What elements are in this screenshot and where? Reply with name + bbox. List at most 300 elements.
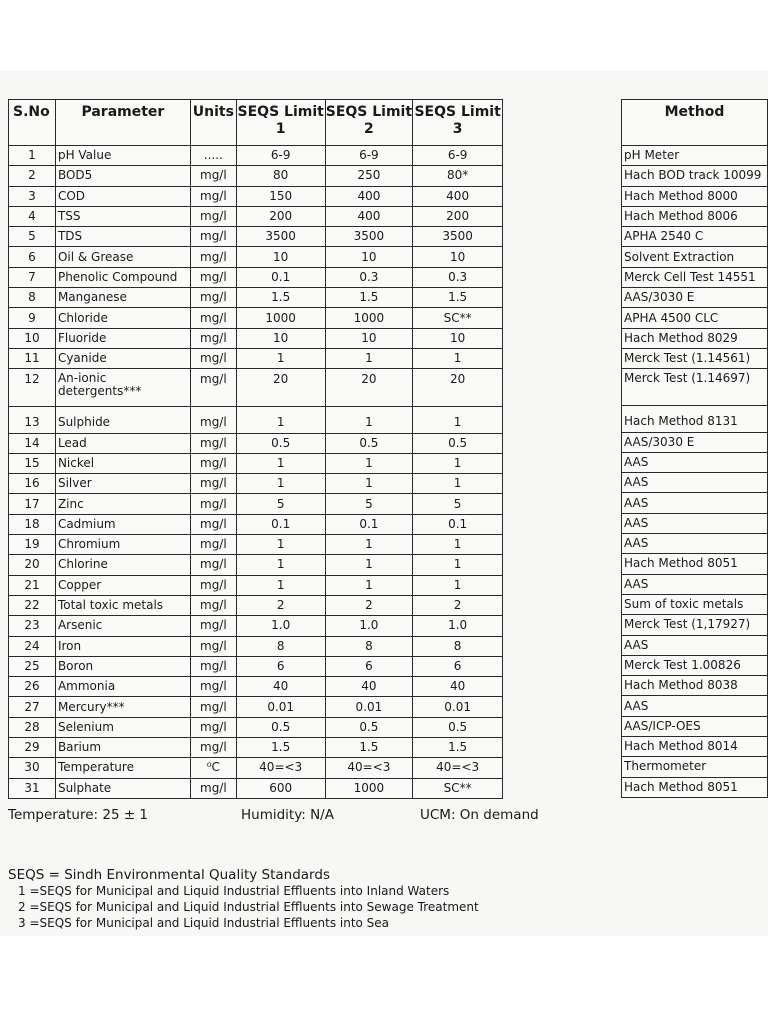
parameter-cell: Nickel xyxy=(55,453,190,473)
method-cell: Hach Method 8051 xyxy=(622,554,768,574)
table-row xyxy=(9,677,503,697)
method-cell: AAS/3030 E xyxy=(622,288,768,308)
method-row xyxy=(622,432,768,452)
method-cell: Merck Test (1.14697) xyxy=(622,369,768,406)
sno-cell: 26 xyxy=(9,677,56,697)
limit-1-cell: 0.1 xyxy=(236,267,325,287)
method-table xyxy=(621,99,768,798)
method-cell: Hach Method 8006 xyxy=(622,206,768,226)
limit-3-cell: 1 xyxy=(413,453,503,473)
limit-1-cell: 1000 xyxy=(236,308,325,328)
table-row xyxy=(9,369,503,407)
method-cell: APHA 4500 CLC xyxy=(622,308,768,328)
limit-2-cell: 3500 xyxy=(325,227,413,247)
limit-1-cell: 0.01 xyxy=(236,697,325,717)
table-row xyxy=(9,433,503,453)
method-row xyxy=(622,348,768,368)
sno-cell: 4 xyxy=(9,206,56,226)
units-cell: mg/l xyxy=(190,328,236,348)
limit-2-cell: 1 xyxy=(325,453,413,473)
table-row xyxy=(9,738,503,758)
method-cell: AAS xyxy=(622,696,768,716)
units-cell: mg/l xyxy=(190,595,236,615)
limit-3-cell: 1.5 xyxy=(413,288,503,308)
units-cell: mg/l xyxy=(190,206,236,226)
limit-1-cell: 1 xyxy=(236,555,325,575)
limit-2-cell: 1 xyxy=(325,474,413,494)
method-row xyxy=(622,757,768,777)
limit-2-cell: 400 xyxy=(325,186,413,206)
table-body xyxy=(9,146,503,799)
limit-2-cell: 1.0 xyxy=(325,616,413,636)
limit-2-cell: 1.5 xyxy=(325,738,413,758)
sno-cell: 1 xyxy=(9,146,56,166)
limit-2-cell: 5 xyxy=(325,494,413,514)
units-cell: mg/l xyxy=(190,166,236,186)
method-cell: APHA 2540 C xyxy=(622,227,768,247)
method-row xyxy=(622,308,768,328)
limit-3-cell: 1 xyxy=(413,535,503,555)
parameter-cell: Zinc xyxy=(55,494,190,514)
parameter-cell: Iron xyxy=(55,636,190,656)
parameter-cell: Sulphide xyxy=(55,407,190,433)
parameter-cell: Barium xyxy=(55,738,190,758)
table-row xyxy=(9,453,503,473)
sno-cell: 6 xyxy=(9,247,56,267)
method-row xyxy=(622,227,768,247)
units-cell: mg/l xyxy=(190,636,236,656)
legend-seqs: SEQS = Sindh Environmental Quality Standards xyxy=(8,867,330,883)
units-cell: ..... xyxy=(190,146,236,166)
limit-1-cell: 1 xyxy=(236,575,325,595)
units-cell: mg/l xyxy=(190,656,236,676)
units-cell: mg/l xyxy=(190,308,236,328)
sno-cell: 17 xyxy=(9,494,56,514)
parameter-cell: Silver xyxy=(55,474,190,494)
limit-1-cell: 10 xyxy=(236,247,325,267)
sno-cell: 9 xyxy=(9,308,56,328)
units-cell: mg/l xyxy=(190,186,236,206)
limit-2-cell: 0.3 xyxy=(325,267,413,287)
limit-3-cell: SC** xyxy=(413,308,503,328)
limit-2-cell: 0.5 xyxy=(325,717,413,737)
parameter-cell: Selenium xyxy=(55,717,190,737)
units-cell: mg/l xyxy=(190,778,236,798)
parameter-cell: Chloride xyxy=(55,308,190,328)
parameter-cell: Mercury*** xyxy=(55,697,190,717)
parameter-cell: Chromium xyxy=(55,535,190,555)
sno-cell: 28 xyxy=(9,717,56,737)
units-cell: mg/l xyxy=(190,697,236,717)
parameter-cell: TSS xyxy=(55,206,190,226)
header-units: Units xyxy=(190,100,236,146)
limit-3-cell: 3500 xyxy=(413,227,503,247)
method-cell: AAS xyxy=(622,574,768,594)
method-row xyxy=(622,676,768,696)
header-limit-2: SEQS Limit 2 xyxy=(325,100,413,146)
units-cell: mg/l xyxy=(190,453,236,473)
method-row xyxy=(622,206,768,226)
method-row xyxy=(622,452,768,472)
sno-cell: 23 xyxy=(9,616,56,636)
limit-2-cell: 1 xyxy=(325,407,413,433)
sno-cell: 16 xyxy=(9,474,56,494)
units-cell: mg/l xyxy=(190,555,236,575)
limit-1-cell: 6 xyxy=(236,656,325,676)
limit-3-cell: 5 xyxy=(413,494,503,514)
parameter-cell: Lead xyxy=(55,433,190,453)
method-cell: Hach Method 8029 xyxy=(622,328,768,348)
sno-cell: 15 xyxy=(9,453,56,473)
table-row xyxy=(9,206,503,226)
table-row xyxy=(9,474,503,494)
method-cell: Merck Test (1.14561) xyxy=(622,348,768,368)
table-row xyxy=(9,494,503,514)
parameter-cell: Temperature xyxy=(55,758,190,778)
sno-cell: 3 xyxy=(9,186,56,206)
table-row xyxy=(9,636,503,656)
units-cell: mg/l xyxy=(190,575,236,595)
limit-2-cell: 1000 xyxy=(325,778,413,798)
limit-3-cell: 1 xyxy=(413,407,503,433)
limit-3-cell: 6-9 xyxy=(413,146,503,166)
parameter-cell: TDS xyxy=(55,227,190,247)
table-row xyxy=(9,758,503,778)
limit-1-cell: 1 xyxy=(236,535,325,555)
method-row xyxy=(622,696,768,716)
limit-1-cell: 3500 xyxy=(236,227,325,247)
limit-3-cell: 1.5 xyxy=(413,738,503,758)
parameter-cell: Arsenic xyxy=(55,616,190,636)
table-row xyxy=(9,288,503,308)
limit-3-cell: 0.01 xyxy=(413,697,503,717)
parameter-cell: pH Value xyxy=(55,146,190,166)
sno-cell: 13 xyxy=(9,407,56,433)
limit-1-cell: 600 xyxy=(236,778,325,798)
method-cell: Merck Test 1.00826 xyxy=(622,655,768,675)
method-cell: AAS/ICP-OES xyxy=(622,716,768,736)
limit-2-cell: 6-9 xyxy=(325,146,413,166)
parameter-cell: Boron xyxy=(55,656,190,676)
seqs-parameter-table xyxy=(8,99,503,799)
parameter-cell: Manganese xyxy=(55,288,190,308)
limit-3-cell: 1 xyxy=(413,474,503,494)
sno-cell: 24 xyxy=(9,636,56,656)
limit-2-cell: 250 xyxy=(325,166,413,186)
limit-1-cell: 8 xyxy=(236,636,325,656)
limit-1-cell: 1 xyxy=(236,407,325,433)
limit-2-cell: 400 xyxy=(325,206,413,226)
limit-1-cell: 40=<3 xyxy=(236,758,325,778)
method-row xyxy=(622,554,768,574)
method-row xyxy=(622,166,768,186)
method-cell: Hach Method 8131 xyxy=(622,406,768,432)
limit-1-cell: 1 xyxy=(236,348,325,368)
units-cell: mg/l xyxy=(190,677,236,697)
limit-3-cell: 0.3 xyxy=(413,267,503,287)
method-cell: Solvent Extraction xyxy=(622,247,768,267)
table-row xyxy=(9,717,503,737)
limit-3-cell: 1 xyxy=(413,575,503,595)
limit-1-cell: 150 xyxy=(236,186,325,206)
units-cell: mg/l xyxy=(190,616,236,636)
header-method: Method xyxy=(622,100,768,146)
method-cell: Merck Cell Test 14551 xyxy=(622,267,768,287)
parameter-cell: Ammonia xyxy=(55,677,190,697)
limit-1-cell: 200 xyxy=(236,206,325,226)
table-row xyxy=(9,616,503,636)
legend-line-1: 1 =SEQS for Municipal and Liquid Industrial Effluents into Inland Waters xyxy=(18,884,450,898)
parameter-cell: COD xyxy=(55,186,190,206)
parameter-cell: Cyanide xyxy=(55,348,190,368)
method-header-row xyxy=(622,100,768,146)
units-cell: mg/l xyxy=(190,717,236,737)
method-table-body xyxy=(622,146,768,798)
limit-3-cell: 1 xyxy=(413,555,503,575)
table-row xyxy=(9,407,503,433)
units-cell: mg/l xyxy=(190,474,236,494)
sno-cell: 20 xyxy=(9,555,56,575)
parameter-cell: An-ionic detergents*** xyxy=(55,369,190,407)
method-row xyxy=(622,635,768,655)
method-row xyxy=(622,473,768,493)
method-cell: Hach Method 8000 xyxy=(622,186,768,206)
limit-1-cell: 0.5 xyxy=(236,717,325,737)
units-cell: mg/l xyxy=(190,514,236,534)
limit-3-cell: 1.0 xyxy=(413,616,503,636)
limit-3-cell: 40 xyxy=(413,677,503,697)
method-cell: AAS xyxy=(622,534,768,554)
sno-cell: 22 xyxy=(9,595,56,615)
table-row xyxy=(9,555,503,575)
limit-2-cell: 10 xyxy=(325,247,413,267)
units-cell: mg/l xyxy=(190,433,236,453)
header-limit-1: SEQS Limit 1 xyxy=(236,100,325,146)
method-row xyxy=(622,655,768,675)
limit-1-cell: 20 xyxy=(236,369,325,407)
sno-cell: 8 xyxy=(9,288,56,308)
limit-3-cell: 1 xyxy=(413,348,503,368)
method-cell: Hach BOD track 10099 xyxy=(622,166,768,186)
limit-1-cell: 1.0 xyxy=(236,616,325,636)
header-parameter: Parameter xyxy=(55,100,190,146)
table-row xyxy=(9,267,503,287)
method-row xyxy=(622,493,768,513)
method-row xyxy=(622,406,768,432)
table-header-row xyxy=(9,100,503,146)
limit-2-cell: 1 xyxy=(325,535,413,555)
method-row xyxy=(622,594,768,614)
method-row xyxy=(622,574,768,594)
method-row xyxy=(622,716,768,736)
limit-3-cell: 10 xyxy=(413,328,503,348)
limit-3-cell: 20 xyxy=(413,369,503,407)
method-cell: AAS xyxy=(622,473,768,493)
limit-2-cell: 1 xyxy=(325,575,413,595)
legend-line-3: 3 =SEQS for Municipal and Liquid Industrial Effluents into Sea xyxy=(18,916,390,930)
limit-3-cell: 200 xyxy=(413,206,503,226)
sno-cell: 7 xyxy=(9,267,56,287)
table-row xyxy=(9,186,503,206)
sno-cell: 29 xyxy=(9,738,56,758)
table-row xyxy=(9,348,503,368)
limit-2-cell: 10 xyxy=(325,328,413,348)
limit-2-cell: 1 xyxy=(325,348,413,368)
limit-3-cell: 0.1 xyxy=(413,514,503,534)
limit-2-cell: 1 xyxy=(325,555,413,575)
method-row xyxy=(622,513,768,533)
limit-3-cell: 10 xyxy=(413,247,503,267)
humidity-condition: Humidity: N/A xyxy=(241,807,334,823)
parameter-cell: Cadmium xyxy=(55,514,190,534)
sno-cell: 30 xyxy=(9,758,56,778)
legend xyxy=(8,867,479,931)
method-row xyxy=(622,186,768,206)
sno-cell: 12 xyxy=(9,369,56,407)
sno-cell: 25 xyxy=(9,656,56,676)
table-row xyxy=(9,656,503,676)
table-row xyxy=(9,247,503,267)
table-row xyxy=(9,535,503,555)
method-cell: AAS xyxy=(622,493,768,513)
limit-1-cell: 1.5 xyxy=(236,288,325,308)
parameter-cell: Copper xyxy=(55,575,190,595)
sno-cell: 27 xyxy=(9,697,56,717)
method-cell: Merck Test (1,17927) xyxy=(622,615,768,635)
legend-line-2: 2 =SEQS for Municipal and Liquid Industrial Effluents into Sewage Treatment xyxy=(18,900,479,914)
method-row xyxy=(622,267,768,287)
sno-cell: 5 xyxy=(9,227,56,247)
limit-3-cell: 0.5 xyxy=(413,717,503,737)
sno-cell: 2 xyxy=(9,166,56,186)
limit-2-cell: 6 xyxy=(325,656,413,676)
table-row xyxy=(9,227,503,247)
temperature-condition: Temperature: 25 ± 1 xyxy=(8,807,149,823)
sno-cell: 11 xyxy=(9,348,56,368)
sno-cell: 18 xyxy=(9,514,56,534)
limit-3-cell: 6 xyxy=(413,656,503,676)
limit-2-cell: 8 xyxy=(325,636,413,656)
limit-2-cell: 40 xyxy=(325,677,413,697)
method-cell: Hach Method 8014 xyxy=(622,737,768,757)
method-cell: AAS xyxy=(622,635,768,655)
table-row xyxy=(9,328,503,348)
method-row xyxy=(622,288,768,308)
units-cell: mg/l xyxy=(190,535,236,555)
limit-3-cell: 0.5 xyxy=(413,433,503,453)
units-cell: ⁰C xyxy=(190,758,236,778)
sno-cell: 19 xyxy=(9,535,56,555)
units-cell: mg/l xyxy=(190,227,236,247)
limit-1-cell: 80 xyxy=(236,166,325,186)
limit-2-cell: 1.5 xyxy=(325,288,413,308)
table-row xyxy=(9,595,503,615)
limit-2-cell: 0.5 xyxy=(325,433,413,453)
units-cell: mg/l xyxy=(190,288,236,308)
units-cell: mg/l xyxy=(190,348,236,368)
limit-2-cell: 1000 xyxy=(325,308,413,328)
parameter-cell: BOD5 xyxy=(55,166,190,186)
limit-1-cell: 2 xyxy=(236,595,325,615)
limit-3-cell: 80* xyxy=(413,166,503,186)
units-cell: mg/l xyxy=(190,267,236,287)
limit-2-cell: 0.1 xyxy=(325,514,413,534)
sno-cell: 21 xyxy=(9,575,56,595)
method-cell: pH Meter xyxy=(622,146,768,166)
table-row xyxy=(9,146,503,166)
method-cell: Hach Method 8051 xyxy=(622,777,768,797)
method-row xyxy=(622,369,768,406)
table-row xyxy=(9,697,503,717)
table-row xyxy=(9,308,503,328)
limit-1-cell: 0.1 xyxy=(236,514,325,534)
limit-1-cell: 6-9 xyxy=(236,146,325,166)
parameter-cell: Total toxic metals xyxy=(55,595,190,615)
method-row xyxy=(622,615,768,635)
method-cell: Hach Method 8038 xyxy=(622,676,768,696)
method-row xyxy=(622,328,768,348)
parameter-cell: Phenolic Compound xyxy=(55,267,190,287)
table-row xyxy=(9,575,503,595)
units-cell: mg/l xyxy=(190,247,236,267)
limit-1-cell: 10 xyxy=(236,328,325,348)
limit-1-cell: 5 xyxy=(236,494,325,514)
header-sno: S.No xyxy=(9,100,56,146)
method-row xyxy=(622,247,768,267)
header-limit-3: SEQS Limit 3 xyxy=(413,100,503,146)
method-row xyxy=(622,534,768,554)
method-cell: Sum of toxic metals xyxy=(622,594,768,614)
units-cell: mg/l xyxy=(190,738,236,758)
units-cell: mg/l xyxy=(190,407,236,433)
limit-3-cell: 2 xyxy=(413,595,503,615)
method-cell: Thermometer xyxy=(622,757,768,777)
limit-2-cell: 2 xyxy=(325,595,413,615)
table-row xyxy=(9,166,503,186)
method-row xyxy=(622,737,768,757)
limit-2-cell: 40=<3 xyxy=(325,758,413,778)
limit-3-cell: 8 xyxy=(413,636,503,656)
limit-1-cell: 1 xyxy=(236,474,325,494)
method-cell: AAS xyxy=(622,452,768,472)
ucm-condition: UCM: On demand xyxy=(420,807,539,823)
conditions-line xyxy=(8,807,748,827)
limit-2-cell: 0.01 xyxy=(325,697,413,717)
method-cell: AAS/3030 E xyxy=(622,432,768,452)
limit-1-cell: 1.5 xyxy=(236,738,325,758)
sno-cell: 10 xyxy=(9,328,56,348)
units-cell: mg/l xyxy=(190,369,236,407)
table-row xyxy=(9,514,503,534)
parameter-cell: Oil & Grease xyxy=(55,247,190,267)
limit-3-cell: 40=<3 xyxy=(413,758,503,778)
parameter-cell: Chlorine xyxy=(55,555,190,575)
method-cell: AAS xyxy=(622,513,768,533)
limit-1-cell: 0.5 xyxy=(236,433,325,453)
limit-3-cell: 400 xyxy=(413,186,503,206)
limit-3-cell: SC** xyxy=(413,778,503,798)
method-row xyxy=(622,146,768,166)
sno-cell: 14 xyxy=(9,433,56,453)
method-row xyxy=(622,777,768,797)
parameter-cell: Fluoride xyxy=(55,328,190,348)
sno-cell: 31 xyxy=(9,778,56,798)
parameter-cell: Sulphate xyxy=(55,778,190,798)
units-cell: mg/l xyxy=(190,494,236,514)
table-row xyxy=(9,778,503,798)
limit-1-cell: 40 xyxy=(236,677,325,697)
limit-1-cell: 1 xyxy=(236,453,325,473)
